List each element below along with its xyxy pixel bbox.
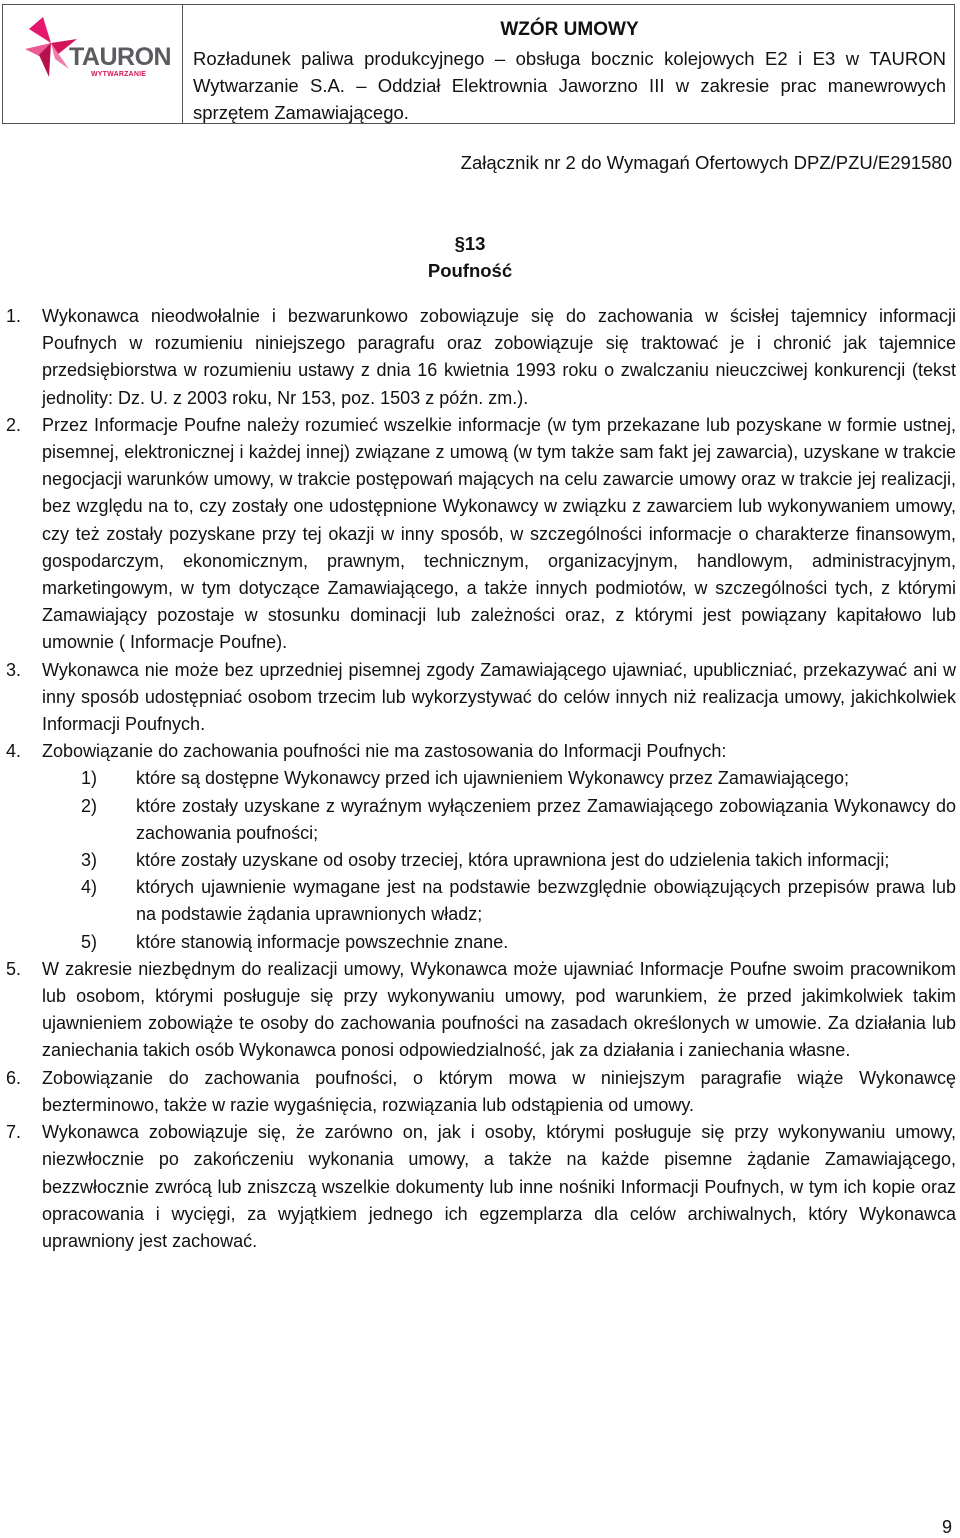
subclause-text: które stanowią informacje powszechnie znane. bbox=[136, 931, 509, 952]
subclause-number: 4) bbox=[81, 877, 98, 898]
attachment-reference: Załącznik nr 2 do Wymagań Ofertowych DPZ/PZU/E291580 bbox=[460, 152, 952, 173]
subclause-item bbox=[81, 874, 956, 928]
header-title-cell bbox=[183, 5, 954, 123]
logo bbox=[3, 5, 183, 123]
clause-text: Zobowiązanie do zachowania poufności nie ma zastosowania do Informacji Poufnych: bbox=[42, 741, 727, 762]
section-content bbox=[6, 303, 956, 1255]
logo-brand: TAURON bbox=[69, 43, 172, 71]
clause-item bbox=[6, 956, 956, 1065]
logo-subtitle: WYTWARZANIE bbox=[91, 71, 147, 78]
clause-number: 1. bbox=[6, 306, 22, 326]
document-subtitle: Rozładunek paliwa produkcyjnego – obsługa bocznic kolejowych E2 i E3 w TAURON Wytwarzanie S.A. – Oddział Elektrownia Jaworzno III w zakresie prac manewrowych sprzętem Zamawiającego. bbox=[193, 48, 946, 123]
clause-number: 7. bbox=[6, 1122, 22, 1143]
subclause-item bbox=[81, 847, 956, 874]
page-number: 9 bbox=[941, 1517, 952, 1537]
clause-item bbox=[6, 1119, 956, 1255]
subclause-number: 3) bbox=[81, 850, 98, 871]
clause-text: Przez Informacje Poufne należy rozumieć wszelkie informacje (w tym przekazane lub pozyskane w formie ustnej, pisemnej, elektronicznej i każdej innej) związane z umową (w tym także sam fakt jej zawarcia), uzyskane w trakcie negocjacji warunków umowy, w trakcie postępowań mających na celu zawarcie umowy oraz w trakcie jej realizacji, bez względu na to, czy zostały one udostępnione Wykonawcy w związku z zawarciem lub wykonywaniem umowy, czy też zostały pozyskane przy tej okazji w inny sposób, w szczególności informacje o charakterze finansowym, gospodarczym, ekonomicznym, prawnym, technicznym, organizacyjnym, handlowym, administracyjnym, marketingowym, w tym dotyczące Zamawiającego, a także innych podmiotów, w szczególności tych, z którymi Zamawiający pozostaje w stosunku dominacji lub zależności oraz, z którymi jest powiązany kapitałowo lub umownie ( Informacje Poufne). bbox=[42, 414, 956, 653]
clause-text: W zakresie niezbędnym do realizacji umowy, Wykonawca może ujawniać Informacje Poufne swoim pracownikom lub osobom, którymi posługuje się przy wykonywaniu umowy, pod warunkiem, że przed jakimkolwiek takim ujawnieniem zobowiąże te osoby do zachowania poufności na zasadach określonych w umowie. Za działania lub zaniechania takich osób Wykonawca ponosi odpowiedzialność, jak za działania i zaniechania własne. bbox=[42, 958, 956, 1061]
section-title: Poufność bbox=[427, 260, 513, 281]
clause-text: Zobowiązanie do zachowania poufności, o którym mowa w niniejszym paragrafie wiąże Wykonawcę bezterminowo, także w razie wygaśnięcia, rozwiązania lub odstąpienia od umowy. bbox=[42, 1067, 956, 1115]
clause-number: 6. bbox=[6, 1067, 22, 1088]
clause-item bbox=[6, 657, 956, 739]
subclause-number: 5) bbox=[81, 931, 98, 952]
clause-number: 4. bbox=[6, 741, 22, 762]
subclause-text: które są dostępne Wykonawcy przed ich ujawnieniem Wykonawcy przez Zamawiającego; bbox=[136, 768, 849, 789]
document-title: WZÓR UMOWY bbox=[500, 19, 639, 40]
clause-number: 5. bbox=[6, 958, 22, 979]
clause-item bbox=[6, 412, 956, 657]
clause-text: Wykonawca zobowiązuje się, że zarówno on, jak i osoby, którymi posługuje się przy wykonywaniu umowy, niezwłocznie po zakończeniu wykonania umowy, a także na każde pisemne żądanie Zamawiającego, bezzwłocznie zwrócą lub zniszczą wszelkie dokumenty lub inne nośniki Informacji Poufnych, w tym ich kopie oraz opracowania i wycięgi, za wyjątkiem jednego ich egzemplarza dla celów archiwalnych, który Wykonawca uprawniony jest zachować. bbox=[42, 1122, 956, 1251]
subclause-number: 2) bbox=[81, 795, 98, 816]
clause-text: Wykonawca nieodwołalnie i bezwarunkowo zobowiązuje się do zachowania w ścisłej tajemnicy informacji Poufnych w rozumieniu niniejszego paragrafu oraz zobowiązuje się traktować je i chronić jak tajemnice przedsiębiorstwa w rozumieniu ustawy z dnia 16 kwietnia 1993 roku o zwalczaniu nieuczciwej konkurencji (tekst jednolity: Dz. U. z 2003 roku, Nr 153, poz. 1503 z późn. zm.). bbox=[42, 306, 956, 408]
subclause-text: które zostały uzyskane od osoby trzeciej, która uprawniona jest do udzielenia takich informacji; bbox=[136, 850, 890, 871]
clause-item bbox=[6, 738, 956, 765]
clause-item bbox=[6, 303, 956, 412]
section-number: 13 bbox=[464, 233, 486, 254]
clause-number: 3. bbox=[6, 659, 22, 680]
subclause-item bbox=[81, 929, 956, 956]
paragraph-symbol: § bbox=[454, 233, 465, 254]
clause-item bbox=[6, 1065, 956, 1119]
clause-number: 2. bbox=[6, 414, 22, 435]
clause-text: Wykonawca nie może bez uprzedniej pisemnej zgody Zamawiającego ujawniać, upubliczniać, przekazywać ani w inny sposób udostępniać osobom trzecim lub wykorzystywać do celów innych niż realizacja umowy, jakichkolwiek Informacji Poufnych. bbox=[42, 659, 956, 735]
subclause-number: 1) bbox=[81, 768, 98, 789]
subclause-item bbox=[81, 793, 956, 847]
subclause-text: które zostały uzyskane z wyraźnym wyłączeniem przez Zamawiającego zobowiązania Wykonawcy do zachowania poufności; bbox=[136, 795, 956, 843]
subclause-text: których ujawnienie wymagane jest na podstawie bezwzględnie obowiązujących przepisów prawa lub na podstawie żądania uprawnionych władz; bbox=[136, 877, 956, 925]
subclause-item bbox=[81, 765, 956, 792]
document-header bbox=[2, 4, 955, 124]
section-heading bbox=[0, 230, 960, 284]
